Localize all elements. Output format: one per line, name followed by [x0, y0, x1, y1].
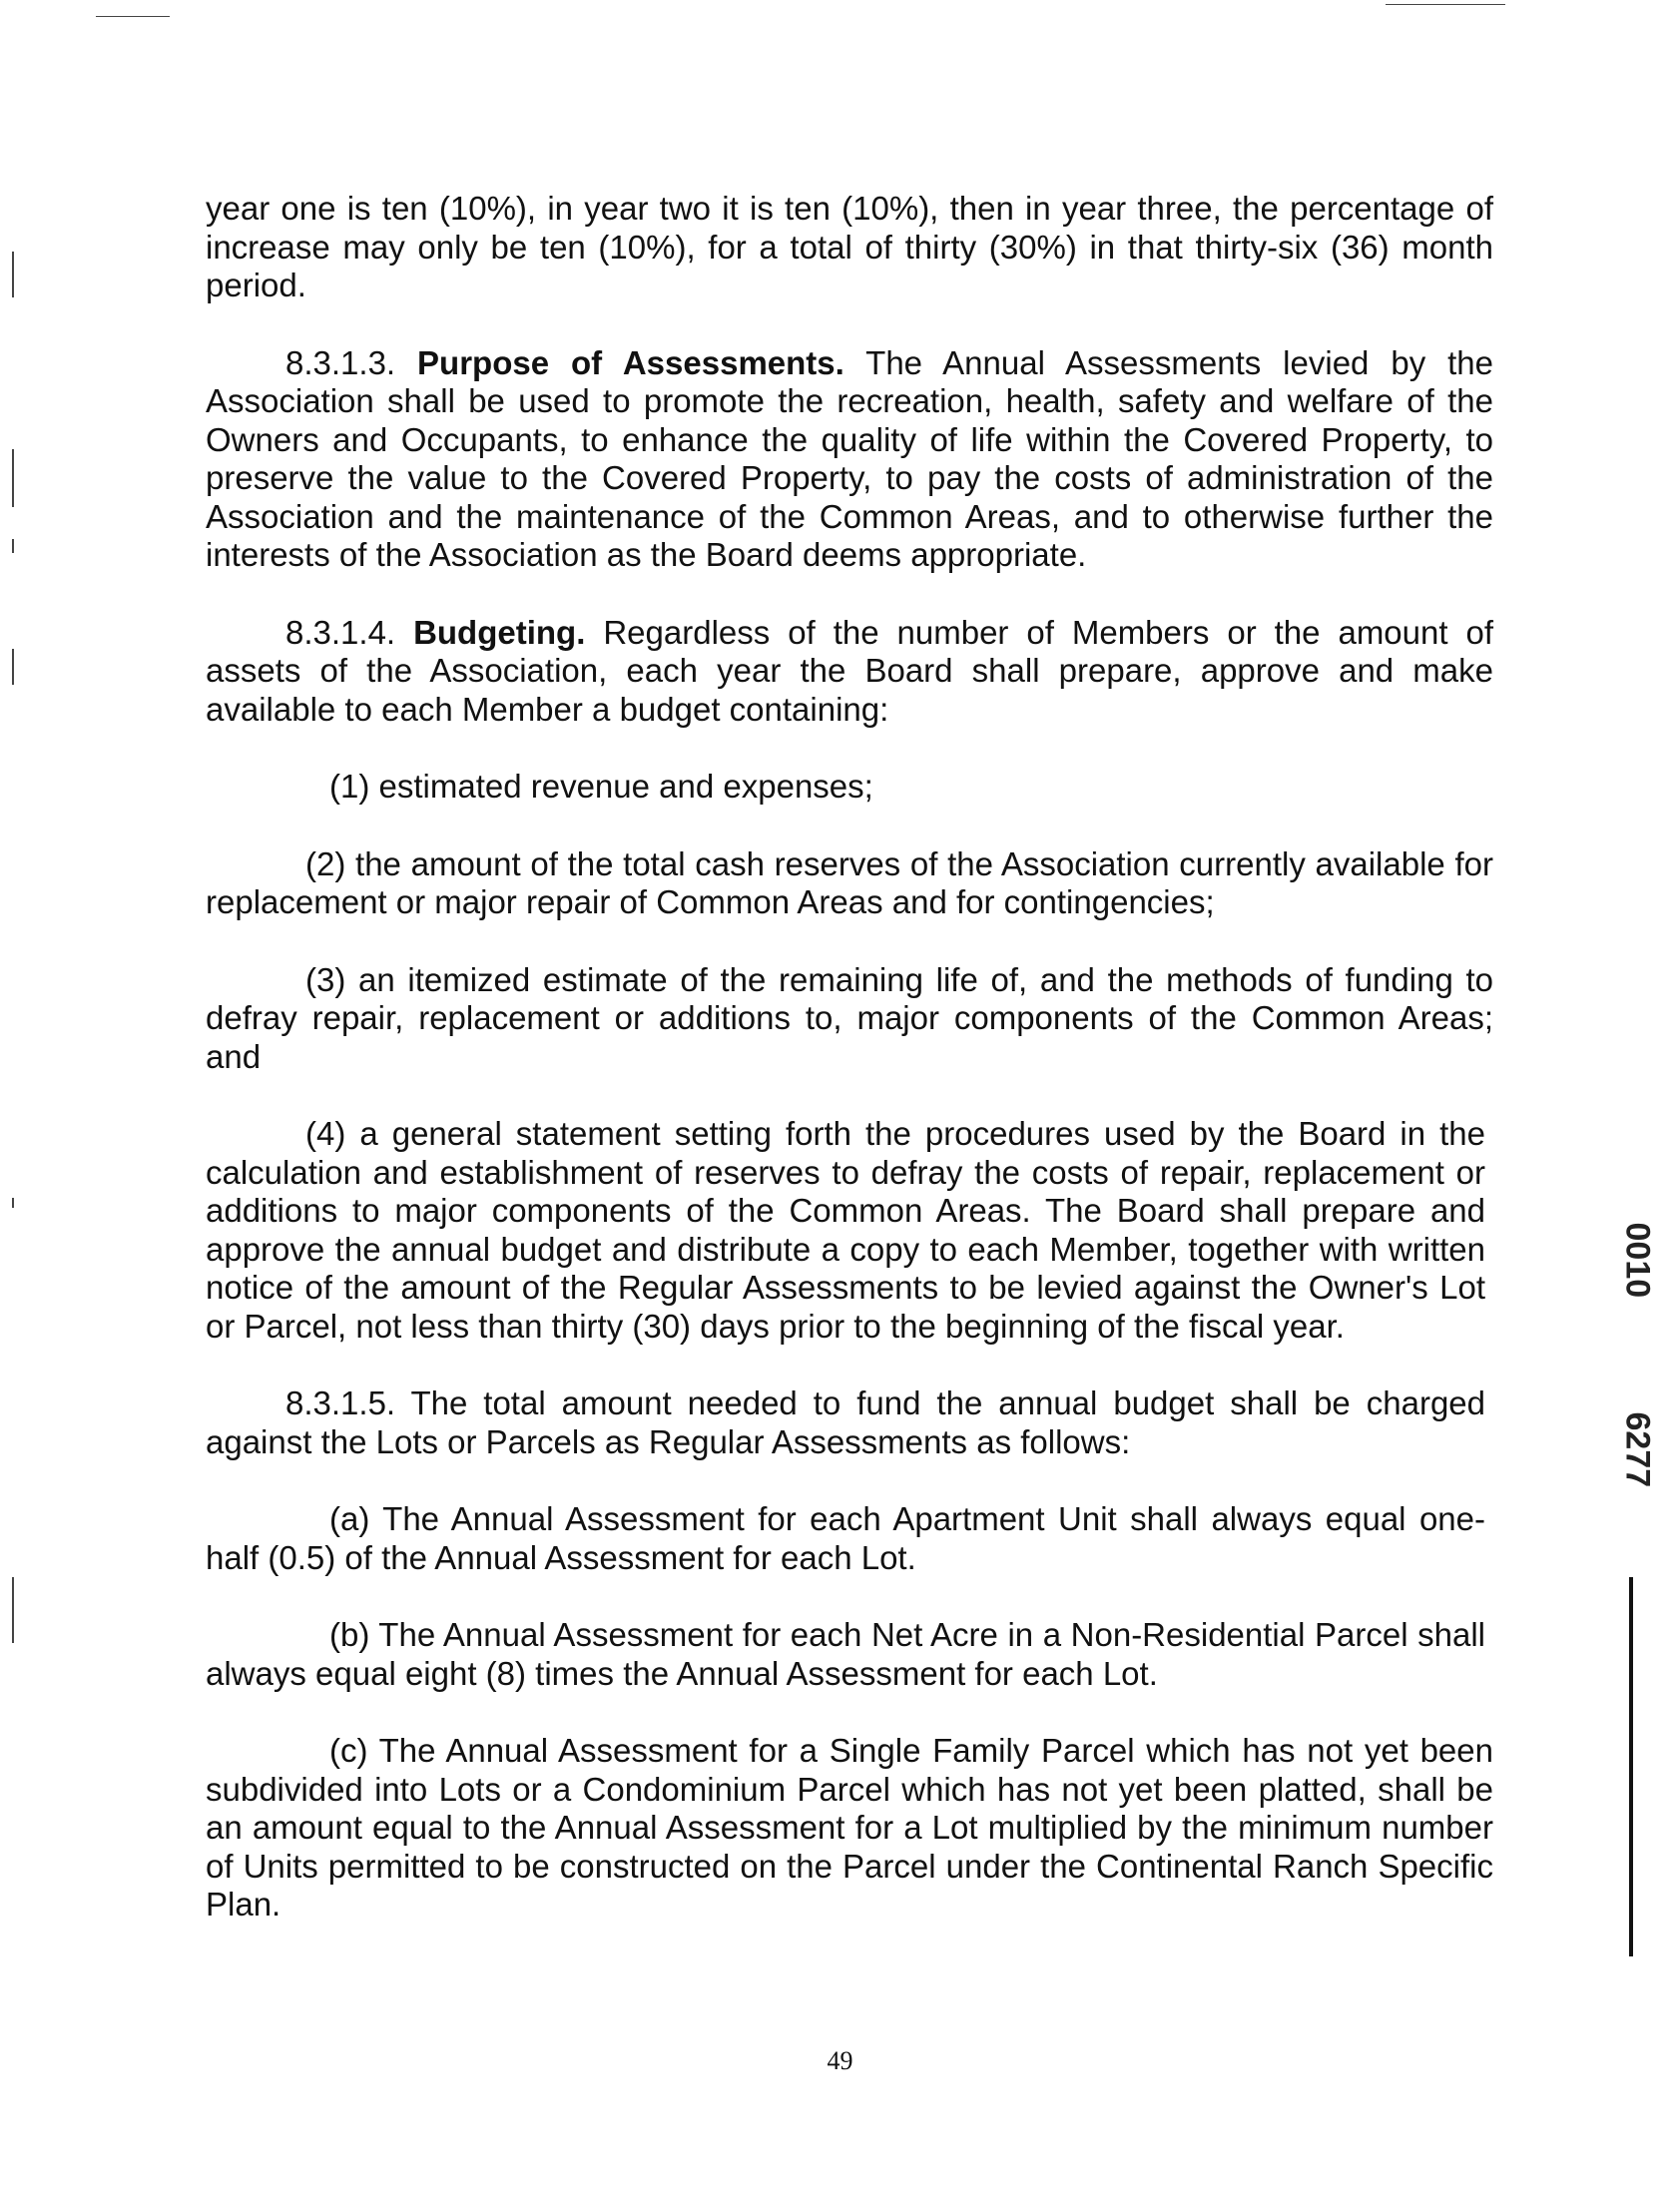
section-8-3-1-5: 8.3.1.5. The total amount needed to fund the annual budget shall be charged against the Lots or Parcels as Regular Assessments as follows:	[206, 1384, 1485, 1460]
recording-stamp	[1617, 1183, 1657, 1522]
scan-tick-left-5	[12, 1577, 14, 1643]
list-item-2: (2) the amount of the total cash reserves of the Association currently available for replacement or major repair of Common Areas and for contingencies;	[206, 844, 1493, 920]
scan-tick-left-1	[12, 252, 14, 297]
list-item-a: (a) The Annual Assessment for each Apartment Unit shall always equal one-half (0.5) of the Annual Assessment for each Lot.	[206, 1500, 1485, 1576]
scan-tick-left-6	[12, 1198, 14, 1208]
binding-rule-right	[1629, 1577, 1633, 1956]
section-heading: Purpose of Assessments.	[417, 343, 844, 381]
section-8-3-1-4	[206, 614, 1493, 730]
scan-tick-left-3	[12, 539, 14, 553]
list-item-c: (c) The Annual Assessment for a Single Family Parcel which has not yet been subdivided into Lots or a Condominium Parcel which has not yet been platted, shall be an amount equal to the Annual Assessment for a Lot multiplied by the minimum number of Units permitted to be constructed on the Parcel under the Continental Ranch Specific Plan.	[206, 1732, 1493, 1923]
section-heading: Budgeting.	[413, 613, 586, 651]
section-8-3-1-3	[206, 344, 1493, 575]
section-number: 8.3.1.3.	[285, 343, 396, 381]
stamp-text-upper: 0010	[1618, 1222, 1657, 1299]
scan-tick-left-2	[12, 449, 14, 507]
list-item-b: (b) The Annual Assessment for each Net Acre in a Non-Residential Parcel shall always equal eight (8) times the Annual Assessment for each Lot.	[206, 1616, 1485, 1692]
stamp-text-lower: 6277	[1618, 1411, 1657, 1488]
list-item-3: (3) an itemized estimate of the remaining life of, and the methods of funding to defray repair, replacement or additions to, major components of the Common Areas; and	[206, 960, 1493, 1075]
page-number: 49	[827, 2046, 853, 2075]
section-body: The Annual Assessments levied by the Association shall be used to promote the recreation, health, safety and welfare of the Owners and Occupants, to enhance the quality of life within the Covered Property, to preserve the value to the Covered Property, to pay the costs of administration of the Association and the maintenance of the Common Areas, and to otherwise further the interests of the Association as the Board deems appropriate.	[206, 343, 1493, 573]
section-body: Regardless of the number of Members or the amount of assets of the Association, each year the Board shall prepare, approve and make available to each Member a budget containing:	[206, 613, 1494, 728]
scan-rule-top-left	[96, 16, 170, 17]
list-item-4: (4) a general statement setting forth the procedures used by the Board in the calculation and establishment of reserves to defray the costs of repair, replacement or additions to major components of the Common Areas. The Board shall prepare and approve the annual budget and distribute a copy to each Member, together with written notice of the amount of the Regular Assessments to be levied against the Owner's Lot or Parcel, not less than thirty (30) days prior to the beginning of the fiscal year.	[206, 1115, 1485, 1345]
scan-tick-left-4	[12, 649, 14, 685]
paragraph-continuation: year one is ten (10%), in year two it is ten (10%), then in year three, the percentage of increase may only be ten (10%), for a total of thirty (30%) in that thirty-six (36) month period.	[206, 190, 1493, 303]
list-item-1: (1) estimated revenue and expenses;	[329, 768, 873, 805]
scan-rule-top-right	[1386, 4, 1505, 5]
body-text	[206, 190, 1493, 1925]
section-number: 8.3.1.4.	[285, 613, 396, 651]
